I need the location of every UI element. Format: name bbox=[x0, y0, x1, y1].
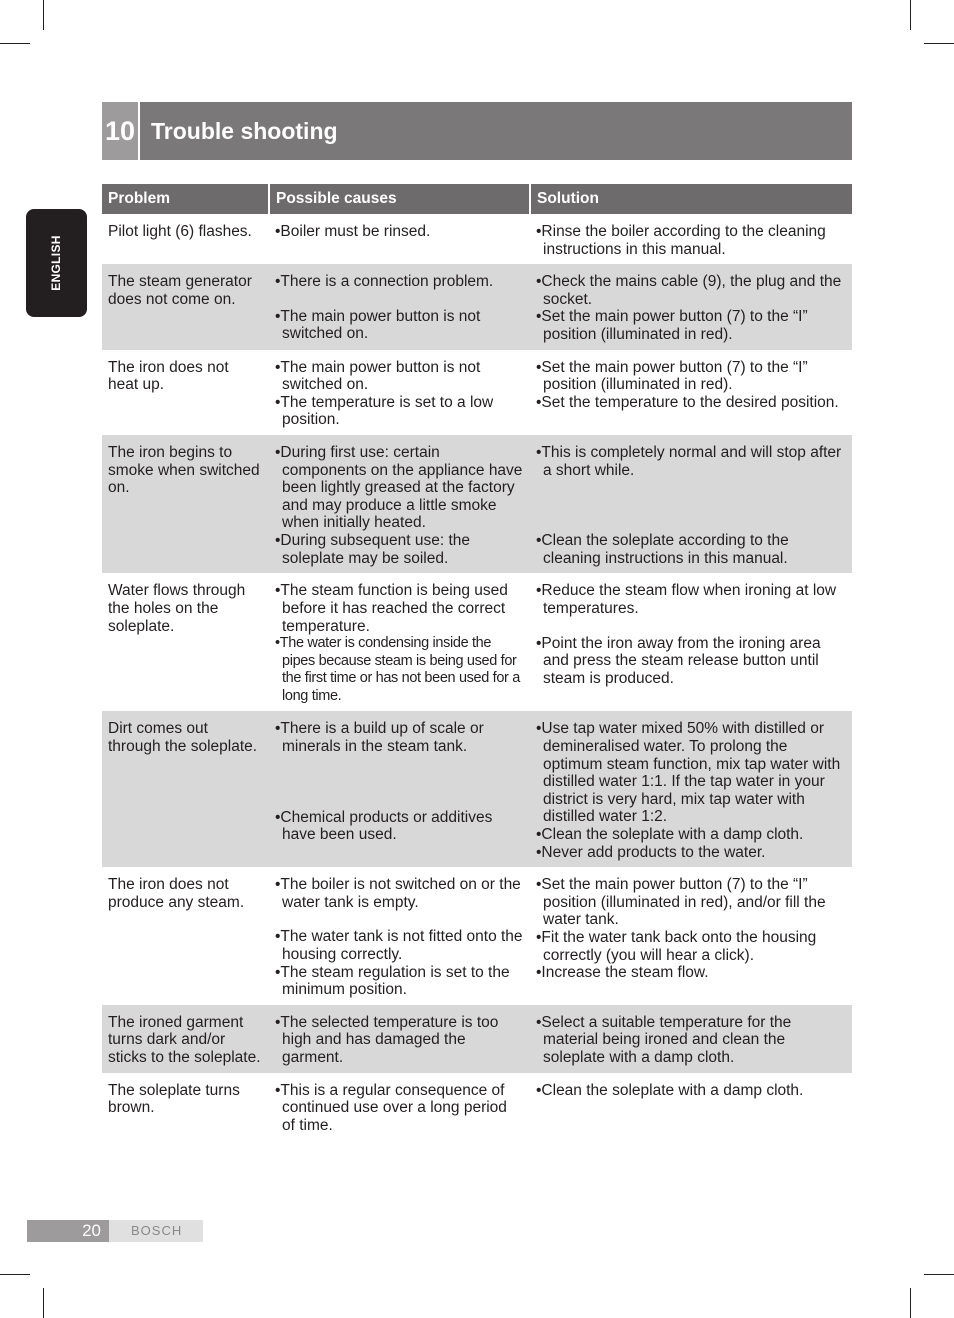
crop-mark bbox=[43, 0, 44, 30]
solution-item: •Set the main power button (7) to the “I” position (illuminated in red), and/or fill the water tank. bbox=[536, 876, 826, 929]
solution-cell bbox=[530, 350, 852, 435]
header-possible-causes: Possible causes bbox=[269, 184, 530, 214]
solution-item: •Set the main power button (7) to the “I” position (illuminated in red). bbox=[536, 308, 808, 343]
table-row bbox=[102, 214, 852, 264]
cause-item: •The water is condensing inside the pipes because steam is being used for the first time or has not been used for a long time. bbox=[275, 635, 520, 704]
troubleshooting-table bbox=[102, 184, 852, 1140]
causes-cell bbox=[269, 350, 530, 435]
cause-item: •Boiler must be rinsed. bbox=[275, 223, 431, 240]
solution-cell bbox=[530, 867, 852, 1005]
cause-item: •The steam function is being used before it has reached the correct temperature. bbox=[275, 582, 508, 635]
solution-cell bbox=[530, 214, 852, 264]
solution-cell bbox=[530, 573, 852, 711]
cause-item: •The temperature is set to a low position. bbox=[275, 393, 494, 429]
solution-item: •Set the temperature to the desired position. bbox=[536, 393, 839, 411]
section-title: Trouble shooting bbox=[151, 117, 338, 144]
table-header-row bbox=[102, 184, 852, 214]
solution-item: •Reduce the steam flow when ironing at low temperatures. bbox=[536, 582, 837, 617]
cause-item: •The water tank is not fitted onto the housing correctly. bbox=[275, 928, 523, 963]
cause-item: •The boiler is not switched on or the water tank is empty. bbox=[275, 876, 521, 911]
table-row bbox=[102, 264, 852, 349]
language-label: ENGLISH bbox=[49, 235, 63, 291]
solution-item: •Clean the soleplate with a damp cloth. bbox=[536, 1081, 804, 1099]
cause-item: •Chemical products or additives have been used. bbox=[275, 808, 493, 844]
problem-cell: The iron does not produce any steam. bbox=[108, 876, 245, 911]
problem-cell: Dirt comes out through the soleplate. bbox=[102, 711, 269, 867]
section-header bbox=[102, 102, 852, 160]
solution-item: •Set the main power button (7) to the “I” position (illuminated in red). bbox=[536, 358, 808, 394]
solution-item: •This is completely normal and will stop after a short while. bbox=[536, 443, 842, 479]
causes-cell bbox=[269, 214, 530, 264]
causes-cell bbox=[269, 264, 530, 349]
problem-cell: The ironed garment turns dark and/or sticks to the soleplate. bbox=[102, 1005, 269, 1073]
problem-cell: The iron does not heat up. bbox=[108, 358, 229, 394]
table-row bbox=[102, 1005, 852, 1073]
cause-item: •During first use: certain components on the appliance have been lightly greased at the factory and may produce a little smoke when initially heated. bbox=[275, 443, 523, 532]
solution-cell bbox=[530, 435, 852, 573]
solution-item: •Fit the water tank back onto the housing correctly (you will hear a click). bbox=[536, 929, 817, 964]
header-problem: Problem bbox=[102, 184, 269, 214]
table-row bbox=[102, 435, 852, 573]
table-row bbox=[102, 573, 852, 711]
cause-item: •The main power button is not switched on. bbox=[275, 307, 481, 343]
table-row bbox=[102, 867, 852, 1005]
crop-mark bbox=[924, 43, 954, 44]
solution-item: •Never add products to the water. bbox=[536, 843, 766, 861]
brand-label: BOSCH bbox=[109, 1220, 203, 1242]
solution-item: •Use tap water mixed 50% with distilled or demineralised water. To prolong the optimum steam function, mix tap water with distilled water 1:1. If the tap water in your district is very hard, mix tap water with distilled water 1:2. bbox=[536, 720, 841, 826]
crop-mark bbox=[924, 1274, 954, 1275]
solution-item: •Increase the steam flow. bbox=[536, 964, 709, 982]
table-row bbox=[102, 350, 852, 435]
problem-cell: The iron begins to smoke when switched on. bbox=[102, 435, 269, 573]
solution-cell bbox=[530, 264, 852, 349]
causes-cell bbox=[269, 1073, 530, 1141]
crop-mark bbox=[910, 0, 911, 30]
cause-item: •This is a regular consequence of continued use over a long period of time. bbox=[275, 1081, 507, 1134]
causes-cell bbox=[269, 711, 530, 867]
language-tab bbox=[26, 209, 87, 317]
problem-cell: The steam generator does not come on. bbox=[102, 264, 269, 349]
table-row bbox=[102, 711, 852, 867]
causes-cell bbox=[269, 867, 530, 1005]
crop-mark bbox=[0, 1274, 30, 1275]
solution-item: •Clean the soleplate according to the cleaning instructions in this manual. bbox=[536, 532, 789, 567]
causes-cell bbox=[269, 435, 530, 573]
problem-cell: Pilot light (6) flashes. bbox=[108, 223, 252, 240]
problem-cell: Water flows through the holes on the soleplate. bbox=[108, 582, 246, 635]
solution-item: •Select a suitable temperature for the material being ironed and clean the soleplate with a damp cloth. bbox=[536, 1013, 792, 1066]
page-footer bbox=[27, 1220, 203, 1242]
header-solution: Solution bbox=[530, 184, 852, 214]
cause-item: •There is a build up of scale or minerals in the steam tank. bbox=[275, 720, 484, 756]
cause-item: •During subsequent use: the soleplate may be soiled. bbox=[275, 531, 470, 567]
solution-cell bbox=[530, 1005, 852, 1073]
causes-cell bbox=[269, 1005, 530, 1073]
solution-item: •Clean the soleplate with a damp cloth. bbox=[536, 826, 804, 844]
crop-mark bbox=[910, 1288, 911, 1318]
crop-mark bbox=[0, 43, 30, 44]
solution-cell bbox=[530, 711, 852, 867]
causes-cell bbox=[269, 573, 530, 711]
cause-item: •There is a connection problem. bbox=[275, 273, 494, 291]
cause-item: •The steam regulation is set to the minimum position. bbox=[275, 963, 510, 999]
cause-item: •The selected temperature is too high and has damaged the garment. bbox=[275, 1013, 499, 1066]
solution-item: •Point the iron away from the ironing area and press the steam release button until steam is produced. bbox=[536, 634, 821, 687]
problem-cell: The soleplate turns brown. bbox=[108, 1081, 240, 1117]
page-number: 20 bbox=[27, 1220, 109, 1242]
solution-item: •Rinse the boiler according to the cleaning instructions in this manual. bbox=[536, 223, 826, 258]
crop-mark bbox=[43, 1288, 44, 1318]
section-number: 10 bbox=[102, 102, 140, 160]
table-row bbox=[102, 1073, 852, 1141]
solution-cell bbox=[530, 1073, 852, 1141]
cause-item: •The main power button is not switched on. bbox=[275, 358, 481, 394]
solution-item: •Check the mains cable (9), the plug and the socket. bbox=[536, 273, 842, 308]
